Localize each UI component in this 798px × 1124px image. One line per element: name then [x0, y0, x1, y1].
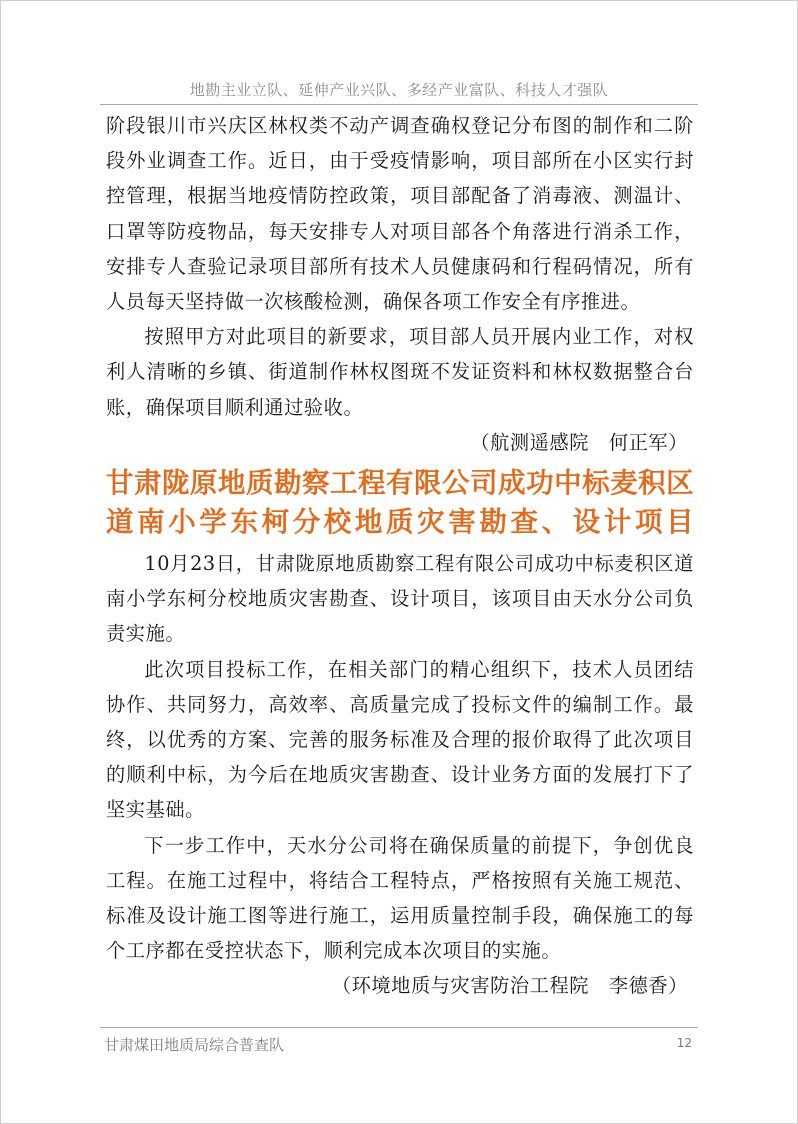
article2-title: 甘肃陇原地质勘察工程有限公司成功中标麦积区道南小学东柯分校地质灾害勘查、设计项目	[106, 467, 694, 539]
footer-divider	[100, 1027, 698, 1028]
page-number: 12	[676, 1036, 692, 1050]
running-header: 地勘主业立队、延伸产业兴队、多经产业富队、科技人才强队	[189, 81, 609, 99]
article1-signature: （航测遥感院 何正军）	[470, 430, 688, 454]
footer-organization: 甘肃煤田地质局综合普查队	[104, 1036, 285, 1054]
article2-paragraph-1: 10月23日，甘肃陇原地质勘察工程有限公司成功中标麦积区道南小学东柯分校地质灾害勘查、设计项目，该项目由天水分公司负责实施。	[106, 552, 694, 646]
page-content	[106, 108, 694, 1004]
article1-paragraph-1: 阶段银川市兴庆区林权类不动产调查确权登记分布图的制作和二阶段外业调查工作。近日，由于受疫情影响，项目部所在小区实行封控管理，根据当地疫情防控政策，项目部配备了消毒液、测温计、口罩等防疫物品，每天安排专人对项目部各个角落进行消杀工作，安排专人查验记录项目部所有技术人员健康码和行程码情况，所有人员每天坚持做一次核酸检测，确保各项工作安全有序推进。	[106, 114, 694, 314]
header-divider	[100, 104, 698, 105]
article2-signature: （环境地质与灾害防治工程院 李德香）	[331, 974, 688, 998]
article2-paragraph-2: 此次项目投标工作，在相关部门的精心组织下，技术人员团结协作、共同努力，高效率、高质量完成了投标文件的编制工作。最终，以优秀的方案、完善的服务标准及合理的报价取得了此次项目的顺利中标，为今后在地质灾害勘查、设计业务方面的发展打下了坚实基础。	[106, 657, 694, 822]
article2-paragraph-3: 下一步工作中，天水分公司将在确保质量的前提下，争创优良工程。在施工过程中，将结合工程特点，严格按照有关施工规范、标准及设计施工图等进行施工，运用质量控制手段，确保施工的每个工序都在受控状态下，顺利完成本次项目的实施。	[106, 833, 694, 963]
article1-paragraph-2: 按照甲方对此项目的新要求，项目部人员开展内业工作，对权利人清晰的乡镇、街道制作林权图斑不发证资料和林权数据整合台账，确保项目顺利通过验收。	[106, 325, 694, 419]
